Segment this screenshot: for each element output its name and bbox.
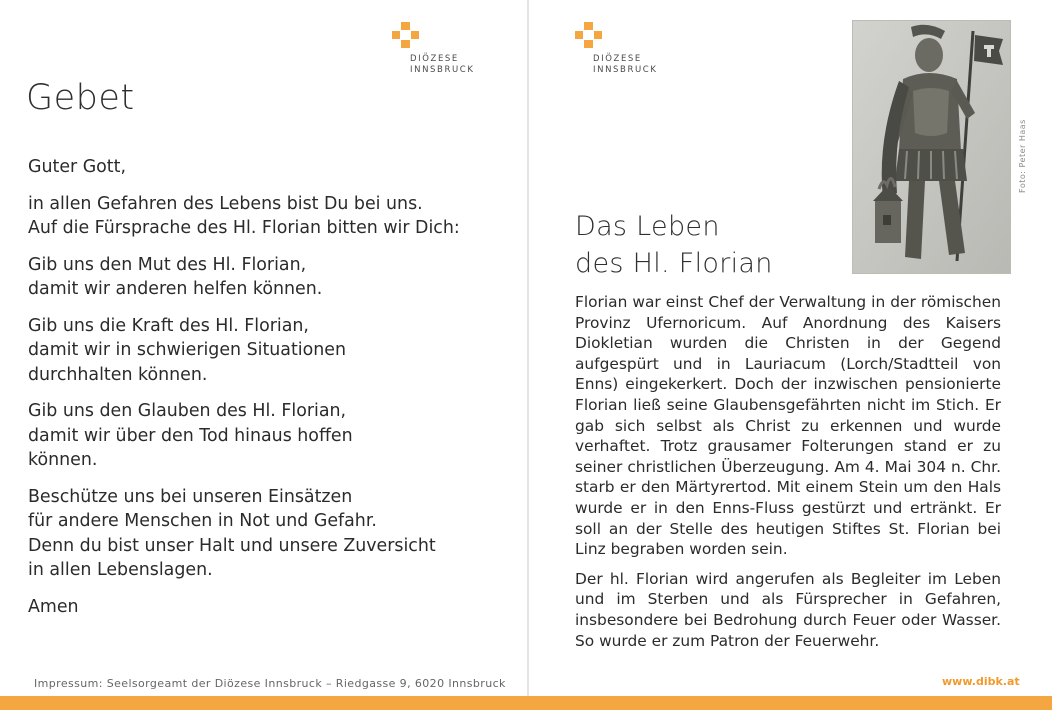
life-title [575,208,773,282]
prayer-text [28,155,508,631]
prayer-line: durchhalten können. [28,364,208,385]
prayer-line: für andere Menschen in Not und Gefahr. [28,511,377,531]
right-panel [529,0,1052,710]
life-title-line-1: Das Leben [575,211,720,242]
prayer-line: in allen Lebenslagen. [28,560,213,580]
saint-figure-illustration [853,21,1010,273]
prayer-line: Amen [28,596,79,617]
website-link[interactable]: www.dibk.at [942,675,1020,688]
prayer-line: Beschütze uns bei unseren Einsätzen [28,486,353,507]
cross-icon [392,22,424,52]
prayer-paragraph [28,399,508,473]
accent-bar [0,696,1052,710]
biography-text [575,292,1001,660]
logo-line-2: INNSBRUCK [593,65,658,75]
prayer-line: Gib uns den Glauben des Hl. Florian, [28,401,347,421]
prayer-line: damit wir anderen helfen können. [28,279,323,299]
logo-text [593,54,658,76]
imprint: Impressum: Seelsorgeamt der Diözese Innsbruck – Riedgasse 9, 6020 Innsbruck [34,677,506,690]
prayer-line: können. [28,450,98,470]
life-title-line-2: des Hl. Florian [575,248,773,279]
prayer-title: Gebet [26,78,135,118]
prayer-line: in allen Gefahren des Lebens bist Du bei uns. [28,193,423,214]
logo-line-2: INNSBRUCK [410,65,475,75]
saint-florian-relief-image [852,20,1011,274]
prayer-paragraph [28,155,508,180]
prayer-paragraph [28,314,508,388]
prayer-line: Gib uns den Mut des Hl. Florian, [28,254,307,275]
logo-text [410,54,475,76]
prayer-paragraph [28,253,508,302]
photo-credit: Foto: Peter Haas [1018,119,1027,193]
cross-icon [575,22,607,52]
prayer-line: Auf die Fürsprache des Hl. Florian bitten wir Dich: [28,218,460,238]
prayer-line: damit wir in schwierigen Situationen [28,340,346,360]
prayer-paragraph [28,485,508,583]
biography-paragraph: Florian war einst Chef der Verwaltung in der römischen Provinz Ufernoricum. Auf Anordnung des Kaisers Diokletian wurden die Christen in der Gegend aufgespürt und in Lauriacum (Lorch/Stadtteil von Enns) eingekerkert. Doch der inzwischen pensionierte Florian ließ seine Glaubensgefährten nicht im Stich. Er gab sich selbst als Christ zu erkennen und wurde verhaftet. Trotz grausamer Folterungen stand er zu seiner christlichen Überzeugung. Am 4. Mai 304 n. Chr. starb er den Märtyrertod. Mit einem Stein um den Hals wurde er in den Enns-Fluss gestürzt und ertränkt. Er soll an der Stelle des heutigen Stiftes St. Florian bei Linz begraben worden sein. [575,293,1001,559]
prayer-line: Gib uns die Kraft des Hl. Florian, [28,315,309,336]
prayer-line: Denn du bist unser Halt und unsere Zuversicht [28,535,436,556]
logo-line-1: DIÖZESE [410,54,459,64]
prayer-paragraph [28,595,508,620]
biography-paragraph: Der hl. Florian wird angerufen als Begleiter im Leben und im Sterben und als Fürsprecher in Gefahren, insbesondere bei Bedrohung durch Feuer oder Wasser. So wurde er zum Patron der Feuerwehr. [575,569,1001,650]
prayer-line: damit wir über den Tod hinaus hoffen [28,425,353,446]
prayer-paragraph [28,192,508,241]
logo-line-1: DIÖZESE [593,54,642,64]
prayer-line: Guter Gott, [28,157,126,177]
